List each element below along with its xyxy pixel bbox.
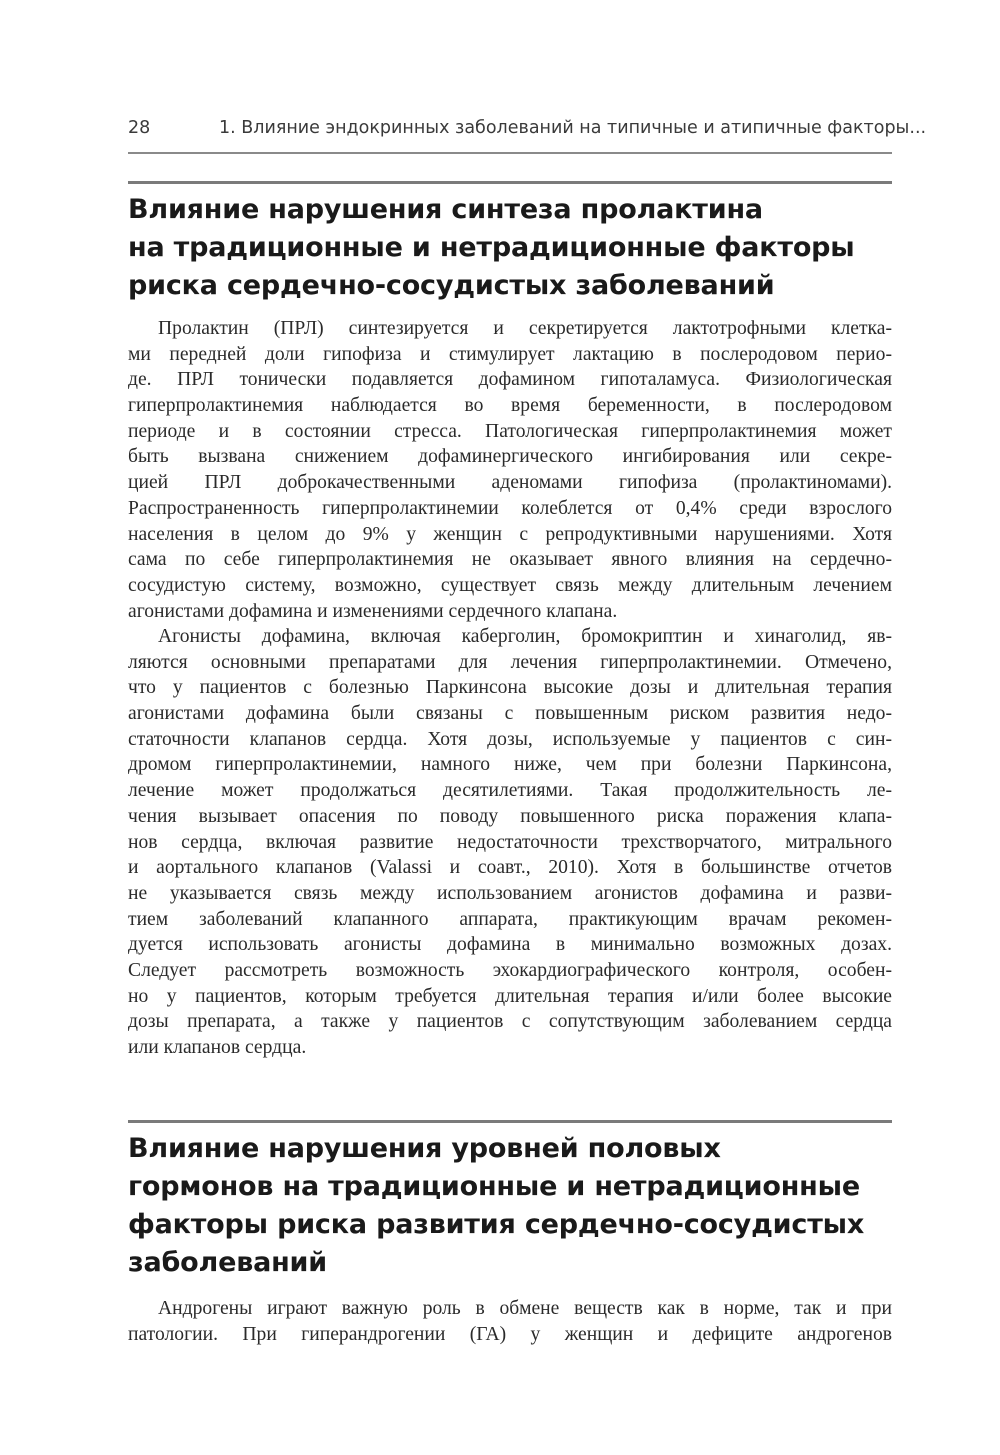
section-2-rule (128, 1120, 892, 1123)
heading-line: Влияние нарушения синтеза пролактина (128, 194, 763, 225)
section-2-heading (128, 1130, 898, 1282)
text-line: цией ПРЛ доброкачественными аденомами гипофиза (пролактиномами). (128, 472, 892, 494)
heading-line: факторы риска развития сердечно-сосудистых (128, 1209, 865, 1240)
heading-line: заболеваний (128, 1247, 327, 1278)
text-line: и аортального клапанов (Valassi и соавт., 2010). Хотя в большинстве отчетов (128, 857, 892, 879)
text-line: быть вызвана снижением дофаминергического ингибирования или секре- (128, 446, 892, 468)
section-1-paragraph-1 (128, 316, 892, 624)
text-line: периоде и в состоянии стресса. Патологическая гиперпролактинемия может (128, 420, 892, 442)
text-line: ляются основными препаратами для лечения гиперпролактинемии. Отмечено, (128, 651, 892, 673)
text-line: дозы препарата, а также у пациентов с сопутствующим заболеванием сердца (128, 1011, 892, 1033)
text-line: сама по себе гиперпролактинемия не оказывает явного влияния на сердечно- (128, 549, 892, 571)
text-line: чения вызывает опасения по поводу повышенного риска поражения клапа- (128, 805, 892, 827)
header-rule (128, 152, 892, 154)
text-line: Распространенность гиперпролактинемии колеблется от 0,4% среди взрослого (128, 497, 892, 519)
heading-line: на традиционные и нетрадиционные факторы (128, 232, 855, 263)
page-number: 28 (128, 118, 151, 138)
section-1-heading (128, 191, 898, 305)
text-line: Пролактин (ПРЛ) синтезируется и секретируется лактотрофными клетка- (158, 318, 892, 339)
text-line: нов сердца, включая развитие недостаточности трехстворчатого, митрального (128, 831, 892, 853)
text-line: дромом гиперпролактинемии, намного ниже, чем при болезни Паркинсона, (128, 754, 892, 776)
text-line: ми передней доли гипофиза и стимулирует лактацию в послеродовом перио- (128, 343, 892, 365)
section-1-rule (128, 181, 892, 184)
text-line: или клапанов сердца. (128, 1037, 307, 1058)
text-line: сосудистую систему, возможно, существует связь между длительным лечением (128, 574, 892, 596)
running-head (128, 118, 927, 148)
text-line: Следует рассмотреть возможность эхокардиографического контроля, особен- (128, 959, 892, 981)
text-line: гиперпролактинемия наблюдается во время беременности, в послеродовом (128, 395, 892, 417)
text-line: патологии. При гиперандрогении (ГА) у женщин и дефиците андрогенов (128, 1323, 892, 1345)
text-line: тием заболеваний клапанного аппарата, практикующим врачам рекомен- (128, 908, 892, 930)
heading-line: риска сердечно-сосудистых заболеваний (128, 270, 775, 301)
text-line: дуется использовать агонисты дофамина в минимально возможных дозах. (128, 934, 892, 956)
text-line: де. ПРЛ тонически подавляется дофамином гипоталамуса. Физиологическая (128, 369, 892, 391)
text-line: агонистами дофамина были связаны с повышенным риском развития недо- (128, 703, 892, 725)
section-1-paragraph-2 (128, 624, 892, 1061)
text-line: не указывается связь между использованием агонистов дофамина и разви- (128, 882, 892, 904)
text-line: статочности клапанов сердца. Хотя дозы, используемые у пациентов с син- (128, 728, 892, 750)
text-line: что у пациентов с болезнью Паркинсона высокие дозы и длительная терапия (128, 677, 892, 699)
text-line: населения в целом до 9% у женщин с репродуктивными нарушениями. Хотя (128, 523, 892, 545)
chapter-title: 1. Влияние эндокринных заболеваний на типичные и атипичные факторы... (219, 118, 927, 138)
text-line: Андрогены играют важную роль в обмене веществ как в норме, так и при (158, 1298, 892, 1319)
section-2-paragraph-1 (128, 1296, 892, 1347)
text-line: лечение может продолжаться десятилетиями. Такая продолжительность ле- (128, 780, 892, 802)
heading-line: гормонов на традиционные и нетрадиционные (128, 1171, 860, 1202)
text-line: но у пациентов, которым требуется длительная терапия и/или более высокие (128, 985, 892, 1007)
heading-line: Влияние нарушения уровней половых (128, 1133, 721, 1164)
text-line: агонистами дофамина и изменениями сердечного клапана. (128, 600, 618, 622)
text-line: Агонисты дофамина, включая каберголин, бромокриптин и хинаголид, яв- (158, 626, 892, 647)
